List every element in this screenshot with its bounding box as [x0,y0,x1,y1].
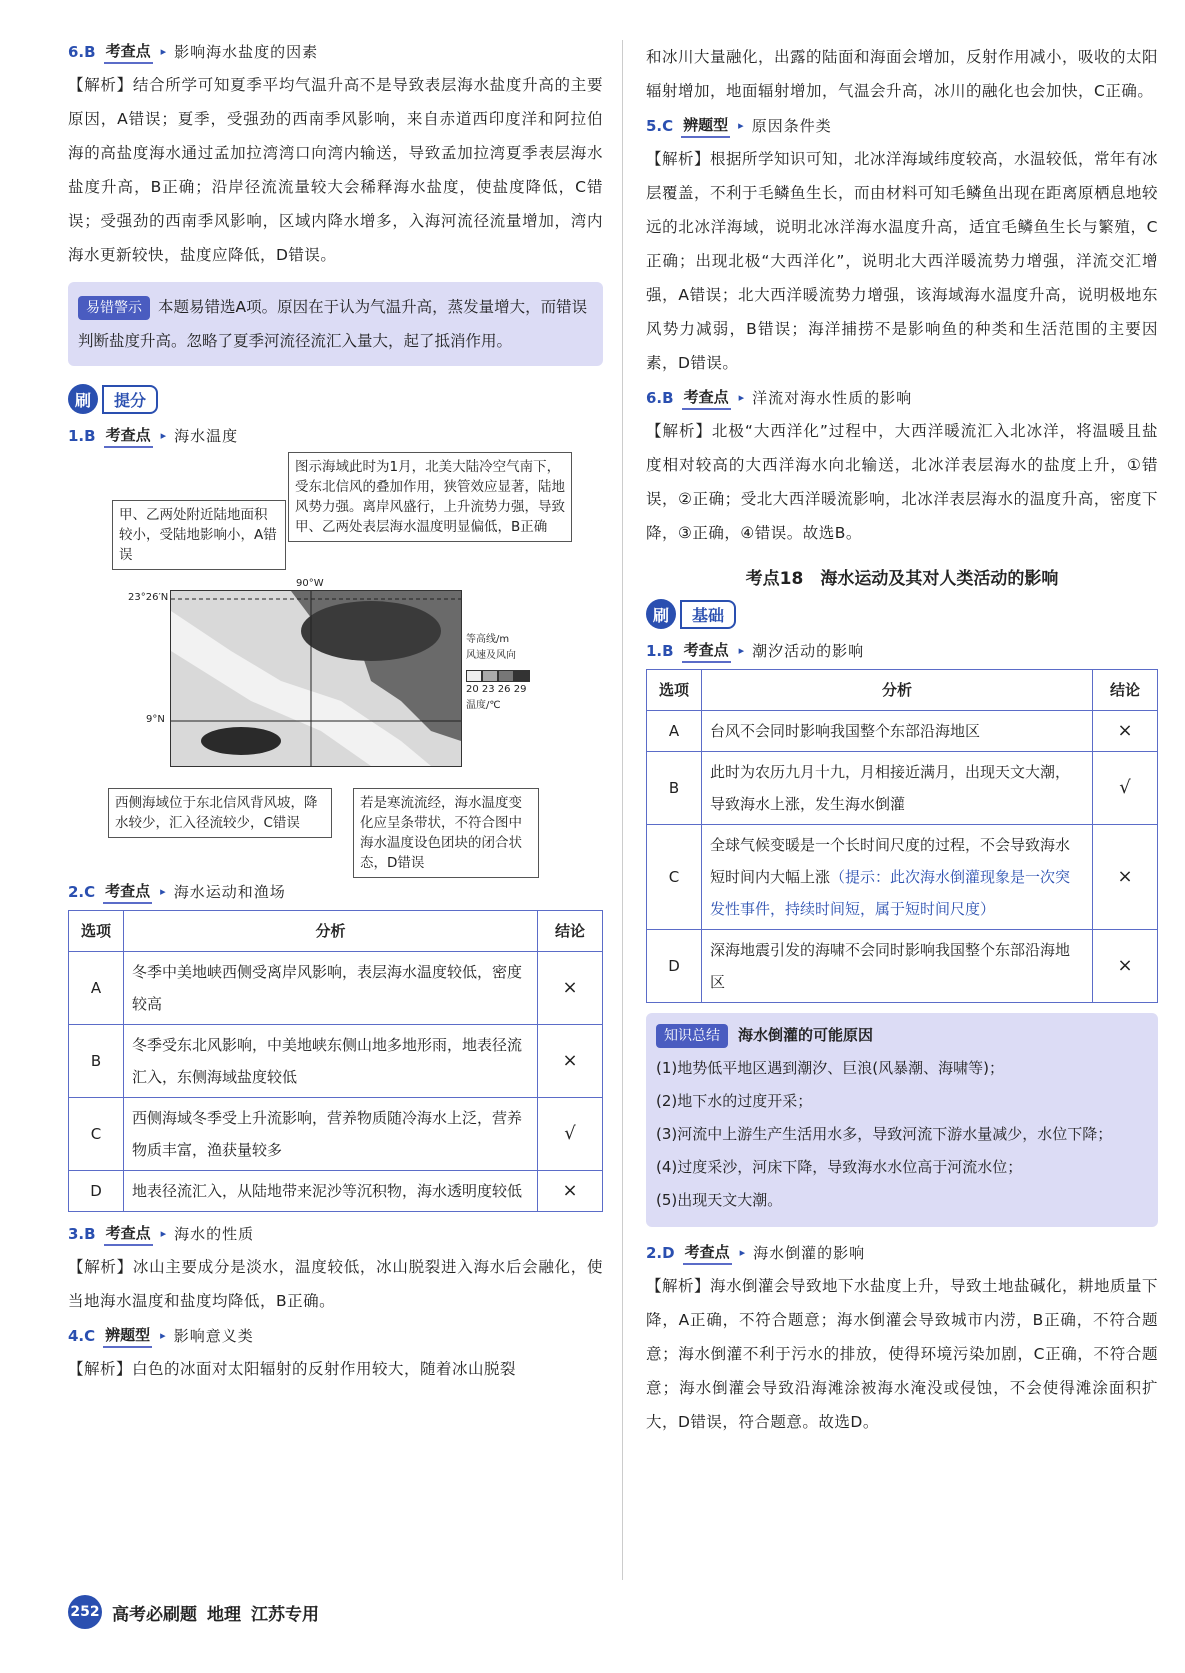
arrow-icon: ▸ [738,644,745,657]
table-row [647,752,1158,825]
analysis-cell: 西侧海域冬季受上升流影响，营养物质随冷海水上泛，营养物质丰富，渔获量较多 [124,1098,538,1171]
analysis-table [68,910,603,1212]
latitude-label: 9°N [146,714,165,725]
table-row [647,825,1158,930]
legend-wind: 风速及风向 [466,650,516,661]
table-header: 选项 [647,670,702,711]
question-type-tag: 辨题型 [681,114,730,138]
analysis-cell [702,825,1093,930]
question-number: 1.B [68,427,96,445]
question-header [646,114,1158,138]
hint-text: （提示：此次海水倒灌现象是一次突发性事件，持续时间短，属于短时间尺度） [710,868,1071,918]
longitude-label: 90°W [296,578,324,589]
analysis-text: 【解析】海水倒灌会导致地下水盐度上升，导致土地盐碱化，耕地质量下降，A正确，不符合题意；海水倒灌会导致城市内涝，B正确，不符合题意；海水倒灌不利于污水的排放，使得环境污染加剧，C正确，不符合题意；海水倒灌会导致沿海滩涂被海水淹没或侵蚀，不会使得滩涂面积扩大，D错误，符合题意。故选D。 [646,1277,1159,1431]
knowledge-item: (3)河流中上游生产生活用水多，导致河流下游水量减少，水位下降； [656,1125,1113,1143]
arrow-icon: ▸ [160,1329,166,1342]
table-row [69,1098,603,1171]
arrow-icon: ▸ [160,45,167,58]
exam-point-tag: 考查点 [682,639,731,663]
question-number: 6.B [68,43,96,61]
exam-point-tag: 考查点 [683,1241,732,1265]
right-column [646,40,1158,1445]
table-header: 结论 [1093,670,1158,711]
callout-c: 西侧海域位于东北信风背风坡，降水较少，汇入径流较少，C错误 [108,788,332,838]
warm-water-patch [301,601,441,661]
topic: 海水的性质 [174,1225,255,1243]
analysis-text: 【解析】结合所学可知夏季平均气温升高不是导致表层海水盐度升高的主要原因，A错误；夏季，受强劲的西南季风影响，来自赤道西印度洋和阿拉伯海的高盐度海水通过孟加拉湾湾口向湾内输送，导致孟加拉湾夏季表层海水盐度升高，B正确；沿岸径流流量较大会稀释海水盐度，使盐度降低，C错误；受强劲的西南季风影响，区域内降水增多，入海河流径流量增加，湾内海水更新较快，盐度应降低，D错误。 [68,76,603,264]
question-number: 2.C [68,883,96,901]
arrow-icon: ▸ [160,1227,167,1240]
column-divider [622,40,623,1580]
question-number: 1.B [646,642,674,660]
question-number: 6.B [646,389,674,407]
topic: 海水运动和渔场 [173,883,286,901]
arrow-icon: ▸ [738,119,744,132]
analysis-cell: 台风不会同时影响我国整个东部沿海地区 [702,711,1093,752]
option-cell: C [647,825,702,930]
table-header: 选项 [69,911,124,952]
table-header: 分析 [124,911,538,952]
book-title: 高考必刷题 [112,1604,197,1625]
page-number: 252 [68,1595,102,1629]
warning-tag: 易错警示 [78,296,150,320]
section-label: 提分 [102,385,158,414]
exam-point-tag: 考查点 [103,880,152,904]
topic: 海水温度 [174,427,239,445]
subject: 地理 [207,1604,241,1625]
option-cell: C [69,1098,124,1171]
warning-text: 本题易错选A项。原因在于认为气温升高，蒸发量增大，而错误判断盐度升高。忽略了夏季河流径流汇入量大，起了抵消作用。 [78,298,588,350]
legend-colorbar [466,670,530,682]
question-header [68,1324,603,1348]
option-cell: D [647,930,702,1003]
analysis-table [646,669,1158,1003]
question-header [68,40,603,64]
cold-water-patch [201,727,281,755]
exam-point-title: 考点18 海水运动及其对人类活动的影响 [745,569,1059,589]
result-cell: × [1093,930,1158,1003]
analysis-text: 【解析】白色的冰面对太阳辐射的反射作用较大，随着冰山脱裂 [68,1360,517,1378]
topic: 影响意义类 [173,1327,254,1345]
result-cell: √ [538,1098,603,1171]
arrow-icon: ▸ [738,391,745,404]
table-row [647,930,1158,1003]
section-header [68,384,603,414]
table-row [69,1025,603,1098]
callout-b: 图示海域此时为1月，北美大陆冷空气南下，受东北信风的叠加作用，狭管效应显著，陆地风势力强。离岸风盛行，上升流势力强，导致甲、乙两处表层海水温度明显偏低，B正确 [288,452,572,542]
result-cell: √ [1093,752,1158,825]
question-header [68,424,603,448]
table-row [647,711,1158,752]
callout-a: 甲、乙两处附近陆地面积较小，受陆地影响小，A错误 [112,500,286,570]
analysis-text: 【解析】根据所学知识可知，北冰洋海域纬度较高，水温较低，常年有冰层覆盖，不利于毛鳞鱼生长，而由材料可知毛鳞鱼出现在距离原栖息地较远的北冰洋海域，说明北冰洋海水温度升高，适宜毛鳞鱼生长与繁殖，C正确；出现北极“大西洋化”，说明北大西洋暖流势力增强，洋流交汇增强，A错误；北大西洋暖流势力增强，该海域海水温度升高，说明极地东风势力减弱，B错误；海洋捕捞不是影响鱼的种类和生活范围的主要因素，D错误。 [646,150,1159,372]
section-label: 基础 [680,600,736,629]
result-cell: × [538,1025,603,1098]
table-header: 分析 [702,670,1093,711]
question-type-tag: 辨题型 [103,1324,152,1348]
topic: 影响海水盐度的因素 [174,43,319,61]
error-warning-box [68,282,603,366]
analysis-text: 【解析】冰山主要成分是淡水，温度较低，冰山脱裂进入海水后会融化，使当地海水温度和盐度均降低，B正确。 [68,1258,603,1310]
callout-d: 若是寒流流经，海水温度变化应呈条带状，不符合图中海水温度设色团块的闭合状态，D错误 [353,788,539,878]
knowledge-item: (5)出现天文大潮。 [656,1191,783,1209]
result-cell: × [1093,711,1158,752]
question-number: 5.C [646,117,674,135]
analysis-text: 【解析】北极“大西洋化”过程中，大西洋暖流汇入北冰洋，将温暖且盐度相对较高的大西洋海水向北输送，北冰洋表层海水的盐度上升，①错误，②正确；受北大西洋暖流影响，北冰洋表层海水的温度升高，密度下降，③正确，④错误。故选B。 [646,422,1158,542]
analysis-cell: 冬季中美地峡西侧受离岸风影响，表层海水温度较低，密度较高 [124,952,538,1025]
question-header [68,1222,603,1246]
analysis-cell: 此时为农历九月十九，月相接近满月，出现天文大潮，导致海水上涨，发生海水倒灌 [702,752,1093,825]
arrow-icon: ▸ [160,429,167,442]
exam-point-tag: 考查点 [104,1222,153,1246]
page-footer [68,1595,319,1629]
section-badge: 刷 [68,384,98,414]
knowledge-summary-box [646,1013,1158,1227]
question-number: 4.C [68,1327,96,1345]
analysis-cell: 深海地震引发的海啸不会同时影响我国整个东部沿海地区 [702,930,1093,1003]
map-svg [171,591,461,766]
option-cell: D [69,1171,124,1212]
knowledge-item: (1)地势低平地区遇到潮汐、巨浪(风暴潮、海啸等)； [656,1059,1004,1077]
topic: 潮汐活动的影响 [752,642,865,660]
question-header [68,880,603,904]
map-legend [466,632,530,714]
option-cell: A [647,711,702,752]
knowledge-item: (2)地下水的过度开采； [656,1092,813,1110]
edition: 江苏专用 [251,1604,319,1625]
table-row [69,1171,603,1212]
knowledge-title: 海水倒灌的可能原因 [738,1026,874,1044]
left-column [68,40,603,1392]
question-header [646,386,1158,410]
exam-point-tag: 考查点 [682,386,731,410]
result-cell: × [538,1171,603,1212]
option-cell: B [69,1025,124,1098]
topic: 洋流对海水性质的影响 [752,389,913,407]
map-figure [68,452,603,872]
question-number: 2.D [646,1244,675,1262]
question-number: 3.B [68,1225,96,1243]
analysis-text: 全球气候变暖是一个长时间尺度的过程，不会导致海水短时间内大幅上涨 [710,836,1071,886]
topic: 原因条件类 [751,117,832,135]
exam-point-tag: 考查点 [104,424,153,448]
table-header: 结论 [538,911,603,952]
result-cell: × [1093,825,1158,930]
knowledge-tag: 知识总结 [656,1024,728,1048]
option-cell: B [647,752,702,825]
option-cell: A [69,952,124,1025]
sea-temperature-map [170,590,462,767]
knowledge-item: (4)过度采沙，河床下降，导致海水水位高于河流水位； [656,1158,1023,1176]
topic: 海水倒灌的影响 [753,1244,866,1262]
legend-ticks: 20 23 26 29 [466,684,527,695]
table-row [69,952,603,1025]
legend-contour: 等高线/m [466,634,510,645]
result-cell: × [538,952,603,1025]
latitude-label: 23°26′N [128,592,169,603]
analysis-cell: 冬季受东北风影响，中美地峡东侧山地多地形雨，地表径流汇入，东侧海域盐度较低 [124,1025,538,1098]
question-header [646,1241,1158,1265]
question-header [646,639,1158,663]
section-header [646,599,1158,629]
arrow-icon: ▸ [160,885,166,898]
continued-text: 和冰川大量融化，出露的陆面和海面会增加，反射作用减小，吸收的太阳辐射增加，地面辐射增加，气温会升高，冰川的融化也会加快，C正确。 [646,48,1159,100]
arrow-icon: ▸ [739,1246,746,1259]
analysis-cell: 地表径流汇入，从陆地带来泥沙等沉积物，海水透明度较低 [124,1171,538,1212]
exam-point-tag: 考查点 [104,40,153,64]
section-badge: 刷 [646,599,676,629]
legend-temp: 温度/℃ [466,700,501,711]
